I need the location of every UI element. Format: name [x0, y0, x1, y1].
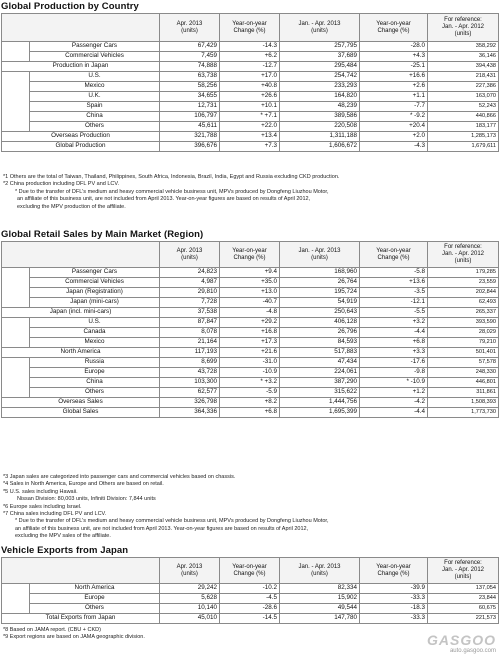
cell-ref-units: 179,285: [428, 268, 499, 278]
table-row: [2, 408, 499, 418]
row-label: North America: [2, 348, 160, 358]
header-apr-yoy: Year-on-year Change (%): [220, 242, 280, 268]
cell-ytd-yoy: +16.6: [360, 72, 428, 82]
cell-ytd-units: 1,444,756: [280, 398, 360, 408]
table-row: [2, 268, 499, 278]
row-indent: [2, 604, 30, 614]
cell-ytd-yoy: -3.5: [360, 288, 428, 298]
cell-ref-units: 248,330: [428, 368, 499, 378]
cell-apr-units: 62,577: [160, 388, 220, 398]
footnote: excluding the MPV production of the affiliate.: [17, 203, 126, 210]
cell-apr-units: 43,728: [160, 368, 220, 378]
header-ytd-yoy: Year-on-year Change (%): [360, 14, 428, 42]
table-row: [2, 142, 499, 152]
cell-apr-yoy: +13.0: [220, 288, 280, 298]
cell-apr-units: 58,256: [160, 82, 220, 92]
cell-apr-units: 8,699: [160, 358, 220, 368]
cell-apr-yoy: * +7.1: [220, 112, 280, 122]
cell-ytd-yoy: +3.2: [360, 318, 428, 328]
watermark: [427, 632, 496, 654]
cell-ytd-yoy: -33.3: [360, 614, 428, 624]
cell-ref-units: 265,337: [428, 308, 499, 318]
cell-ytd-yoy: -4.4: [360, 328, 428, 338]
row-indent: [2, 102, 30, 112]
cell-ytd-yoy: -7.7: [360, 102, 428, 112]
cell-ytd-units: 517,883: [280, 348, 360, 358]
row-indent: [2, 278, 30, 288]
cell-apr-yoy: * +3.2: [220, 378, 280, 388]
cell-ref-units: 36,146: [428, 52, 499, 62]
row-label: Spain: [30, 102, 160, 112]
header-ref: For reference: Jan. - Apr. 2012 (units): [428, 242, 499, 268]
cell-ytd-yoy: +4.3: [360, 52, 428, 62]
row-indent: [2, 298, 30, 308]
cell-ytd-units: 295,484: [280, 62, 360, 72]
cell-ytd-units: 164,820: [280, 92, 360, 102]
cell-ytd-units: 224,061: [280, 368, 360, 378]
cell-ytd-yoy: -18.3: [360, 604, 428, 614]
row-indent: [2, 318, 30, 328]
row-indent: [2, 368, 30, 378]
watermark-url: auto.gasgoo.com: [449, 648, 496, 654]
header-apr: Apr. 2013 (units): [160, 242, 220, 268]
cell-ref-units: 227,386: [428, 82, 499, 92]
cell-ytd-units: 195,724: [280, 288, 360, 298]
row-indent: [2, 358, 30, 368]
cell-ref-units: 394,438: [428, 62, 499, 72]
cell-apr-units: 63,738: [160, 72, 220, 82]
exports-table: [1, 557, 499, 624]
cell-apr-yoy: -12.7: [220, 62, 280, 72]
row-label: Japan (Registration): [30, 288, 160, 298]
table-row: [2, 318, 499, 328]
retail-title: Global Retail Sales by Main Market (Region): [1, 229, 204, 240]
header-blank: [2, 14, 160, 42]
cell-apr-units: 87,847: [160, 318, 220, 328]
cell-apr-units: 7,459: [160, 52, 220, 62]
row-label: Global Sales: [2, 408, 160, 418]
cell-ytd-units: 47,434: [280, 358, 360, 368]
table-row: [2, 112, 499, 122]
cell-apr-yoy: +6.2: [220, 52, 280, 62]
cell-ref-units: 202,844: [428, 288, 499, 298]
cell-ytd-units: 48,239: [280, 102, 360, 112]
cell-ref-units: 52,243: [428, 102, 499, 112]
footnote: *1 Others are the total of Taiwan, Thailand, Philippines, South Africa, Indonesia, Brazil, India, Egypt and Russia excluding CKD production.: [3, 174, 340, 180]
cell-apr-yoy: +26.6: [220, 92, 280, 102]
cell-ytd-yoy: +20.4: [360, 122, 428, 132]
production-table: [1, 13, 499, 152]
cell-ref-units: 218,431: [428, 72, 499, 82]
cell-ytd-units: 1,695,399: [280, 408, 360, 418]
cell-ref-units: 1,679,611: [428, 142, 499, 152]
table-row: [2, 52, 499, 62]
cell-apr-units: 4,987: [160, 278, 220, 288]
row-label: Passenger Cars: [30, 42, 160, 52]
header-ytd: Jan. - Apr. 2013 (units): [280, 558, 360, 584]
cell-apr-units: 8,078: [160, 328, 220, 338]
header-blank: [2, 558, 160, 584]
row-label: Passenger Cars: [30, 268, 160, 278]
cell-ref-units: 221,573: [428, 614, 499, 624]
cell-ytd-yoy: +1.2: [360, 388, 428, 398]
row-indent: [2, 584, 30, 594]
cell-ytd-units: 220,508: [280, 122, 360, 132]
row-indent: [2, 52, 30, 62]
cell-apr-yoy: +22.0: [220, 122, 280, 132]
row-indent: [2, 82, 30, 92]
cell-ref-units: 358,292: [428, 42, 499, 52]
header-ytd: Jan. - Apr. 2013 (units): [280, 242, 360, 268]
header-ytd-yoy: Year-on-year Change (%): [360, 242, 428, 268]
cell-ref-units: 163,070: [428, 92, 499, 102]
cell-apr-yoy: -14.3: [220, 42, 280, 52]
cell-ref-units: 62,493: [428, 298, 499, 308]
row-label: Canada: [30, 328, 160, 338]
cell-ref-units: 23,844: [428, 594, 499, 604]
exports-title: Vehicle Exports from Japan: [1, 545, 129, 556]
table-row: [2, 398, 499, 408]
table-row: [2, 604, 499, 614]
table-row: [2, 378, 499, 388]
cell-ytd-units: 26,796: [280, 328, 360, 338]
cell-apr-yoy: -4.8: [220, 308, 280, 318]
exports-notes: [3, 627, 497, 642]
row-label: Russia: [30, 358, 160, 368]
table-row: [2, 82, 499, 92]
footnote: *4 Sales in North America, Europe and Others are based on retail.: [3, 481, 164, 488]
cell-ref-units: 393,590: [428, 318, 499, 328]
cell-ytd-units: 389,586: [280, 112, 360, 122]
footnote: *9 Export regions are based on JAMA geographic division.: [3, 634, 145, 641]
cell-apr-units: 321,788: [160, 132, 220, 142]
cell-ytd-units: 54,919: [280, 298, 360, 308]
cell-ytd-yoy: -5.8: [360, 268, 428, 278]
table-row: [2, 62, 499, 72]
table-row: [2, 348, 499, 358]
row-label: Europe: [30, 368, 160, 378]
table-row: [2, 328, 499, 338]
cell-apr-units: 45,010: [160, 614, 220, 624]
cell-ref-units: 311,861: [428, 388, 499, 398]
cell-apr-units: 45,611: [160, 122, 220, 132]
footnote: *3 Japan sales are categorized into passenger cars and commercial vehicles based on chassis.: [3, 474, 236, 480]
cell-apr-units: 74,888: [160, 62, 220, 72]
footnote: *2 China production including DFL PV and LCV.: [3, 181, 120, 188]
table-row: [2, 594, 499, 604]
cell-apr-yoy: -31.0: [220, 358, 280, 368]
table-row: [2, 358, 499, 368]
cell-apr-units: 24,823: [160, 268, 220, 278]
row-label: U.K.: [30, 92, 160, 102]
cell-apr-yoy: +35.0: [220, 278, 280, 288]
footnote: * Due to the transfer of DFL's medium and heavy commercial vehicle business unit, MPVs produced by Dongfeng Liuzhou Motor,: [15, 518, 329, 525]
cell-ytd-units: 387,290: [280, 378, 360, 388]
row-indent: [2, 378, 30, 388]
cell-apr-units: 364,336: [160, 408, 220, 418]
cell-ytd-units: 37,689: [280, 52, 360, 62]
row-label: Global Production: [2, 142, 160, 152]
row-label: Overseas Production: [2, 132, 160, 142]
cell-apr-units: 7,728: [160, 298, 220, 308]
cell-apr-yoy: +21.6: [220, 348, 280, 358]
cell-ytd-yoy: -4.2: [360, 398, 428, 408]
cell-ref-units: 1,773,730: [428, 408, 499, 418]
cell-ytd-units: 168,960: [280, 268, 360, 278]
header-blank: [2, 242, 160, 268]
cell-apr-units: 29,242: [160, 584, 220, 594]
cell-apr-yoy: -28.6: [220, 604, 280, 614]
cell-ytd-units: 315,622: [280, 388, 360, 398]
cell-apr-units: 5,628: [160, 594, 220, 604]
cell-ytd-yoy: -12.1: [360, 298, 428, 308]
cell-apr-yoy: -10.9: [220, 368, 280, 378]
cell-ref-units: 1,285,173: [428, 132, 499, 142]
header-ref: For reference: Jan. - Apr. 2012 (units): [428, 14, 499, 42]
table-row: [2, 338, 499, 348]
cell-apr-units: 21,164: [160, 338, 220, 348]
row-indent: [2, 122, 30, 132]
row-label: Overseas Sales: [2, 398, 160, 408]
cell-apr-yoy: +10.1: [220, 102, 280, 112]
table-row: [2, 102, 499, 112]
header-apr: Apr. 2013 (units): [160, 558, 220, 584]
table-row: [2, 278, 499, 288]
cell-ref-units: 446,801: [428, 378, 499, 388]
row-label: Japan (incl. mini-cars): [2, 308, 160, 318]
watermark-logo: GASGOO: [426, 632, 496, 648]
table-row: [2, 388, 499, 398]
cell-ytd-yoy: -4.4: [360, 408, 428, 418]
cell-apr-yoy: +6.8: [220, 408, 280, 418]
header-apr: Apr. 2013 (units): [160, 14, 220, 42]
row-indent: [2, 594, 30, 604]
header-ytd: Jan. - Apr. 2013 (units): [280, 14, 360, 42]
cell-apr-yoy: +29.2: [220, 318, 280, 328]
row-label: China: [30, 112, 160, 122]
cell-apr-yoy: +9.4: [220, 268, 280, 278]
header-apr-yoy: Year-on-year Change (%): [220, 558, 280, 584]
cell-apr-yoy: +7.3: [220, 142, 280, 152]
cell-ytd-yoy: -39.9: [360, 584, 428, 594]
row-label: Total Exports from Japan: [2, 614, 160, 624]
cell-ref-units: 60,675: [428, 604, 499, 614]
cell-apr-units: 103,300: [160, 378, 220, 388]
cell-ytd-units: 84,593: [280, 338, 360, 348]
table-row: [2, 42, 499, 52]
retail-notes: [3, 474, 497, 541]
retail-table: [1, 241, 499, 418]
cell-ytd-yoy: +6.8: [360, 338, 428, 348]
production-title: Global Production by Country: [1, 1, 139, 12]
footnote: *8 Based on JAMA report. (CBU + CKD): [3, 627, 101, 633]
footnote: *5 U.S. sales including Hawaii.: [3, 488, 78, 495]
cell-ref-units: 57,578: [428, 358, 499, 368]
cell-apr-units: 106,797: [160, 112, 220, 122]
cell-apr-yoy: -14.5: [220, 614, 280, 624]
footnote: *7 China sales including DFL PV and LCV.: [3, 511, 107, 518]
row-label: Europe: [30, 594, 160, 604]
cell-ytd-yoy: -25.1: [360, 62, 428, 72]
cell-ref-units: 501,401: [428, 348, 499, 358]
table-row: [2, 614, 499, 624]
cell-ref-units: 183,177: [428, 122, 499, 132]
cell-ytd-units: 26,764: [280, 278, 360, 288]
cell-ytd-units: 49,544: [280, 604, 360, 614]
cell-ytd-units: 257,795: [280, 42, 360, 52]
cell-ytd-units: 406,128: [280, 318, 360, 328]
cell-ytd-yoy: -17.6: [360, 358, 428, 368]
cell-ref-units: 440,866: [428, 112, 499, 122]
table-row: [2, 92, 499, 102]
table-row: [2, 288, 499, 298]
cell-ytd-yoy: +2.0: [360, 132, 428, 142]
cell-ytd-yoy: +13.6: [360, 278, 428, 288]
row-indent: [2, 268, 30, 278]
cell-ytd-units: 254,742: [280, 72, 360, 82]
cell-ytd-units: 82,334: [280, 584, 360, 594]
row-label: Commercial Vehicles: [30, 52, 160, 62]
cell-apr-units: 326,798: [160, 398, 220, 408]
cell-apr-yoy: -40.7: [220, 298, 280, 308]
cell-apr-yoy: -10.2: [220, 584, 280, 594]
cell-apr-units: 34,655: [160, 92, 220, 102]
row-label: North America: [30, 584, 160, 594]
cell-apr-units: 29,810: [160, 288, 220, 298]
table-row: [2, 368, 499, 378]
cell-apr-units: 117,193: [160, 348, 220, 358]
cell-apr-yoy: +13.4: [220, 132, 280, 142]
row-label: Mexico: [30, 338, 160, 348]
row-label: U.S.: [30, 318, 160, 328]
cell-apr-yoy: +16.8: [220, 328, 280, 338]
header-ref: For reference: Jan. - Apr. 2012 (units): [428, 558, 499, 584]
cell-ytd-yoy: * -9.2: [360, 112, 428, 122]
cell-ytd-yoy: -5.5: [360, 308, 428, 318]
cell-ytd-units: 1,311,188: [280, 132, 360, 142]
row-label: Production in Japan: [2, 62, 160, 72]
cell-apr-yoy: +40.8: [220, 82, 280, 92]
cell-apr-units: 67,429: [160, 42, 220, 52]
cell-apr-units: 10,140: [160, 604, 220, 614]
production-notes: [3, 174, 497, 211]
cell-ytd-yoy: -33.3: [360, 594, 428, 604]
cell-ytd-yoy: -9.8: [360, 368, 428, 378]
row-label: Others: [30, 604, 160, 614]
footnote: *6 Europe sales including Israel.: [3, 503, 82, 510]
cell-apr-yoy: -4.5: [220, 594, 280, 604]
footnote: * Due to the transfer of DFL's medium and heavy commercial vehicle business unit, MPVs produced by Dongfeng Liuzhou Motor,: [15, 188, 329, 195]
row-label: Commercial Vehicles: [30, 278, 160, 288]
cell-ytd-yoy: +2.6: [360, 82, 428, 92]
footnote: Nissan Division: 80,003 units, Infiniti Division: 7,844 units: [17, 496, 156, 503]
cell-ref-units: 28,029: [428, 328, 499, 338]
header-ytd-yoy: Year-on-year Change (%): [360, 558, 428, 584]
footnote: an affiliate of this business unit, are not included from April 2013. Year-on-year figures are based on results of April 2012,: [17, 196, 311, 203]
row-label: Mexico: [30, 82, 160, 92]
table-row: [2, 122, 499, 132]
row-indent: [2, 92, 30, 102]
cell-ytd-units: 250,643: [280, 308, 360, 318]
table-row: [2, 72, 499, 82]
row-indent: [2, 388, 30, 398]
row-indent: [2, 42, 30, 52]
row-indent: [2, 338, 30, 348]
cell-apr-units: 12,731: [160, 102, 220, 112]
row-indent: [2, 328, 30, 338]
cell-ytd-yoy: +3.3: [360, 348, 428, 358]
cell-ref-units: 23,559: [428, 278, 499, 288]
row-label: U.S.: [30, 72, 160, 82]
cell-ytd-units: 15,902: [280, 594, 360, 604]
row-label: Others: [30, 388, 160, 398]
cell-apr-units: 396,676: [160, 142, 220, 152]
cell-ytd-yoy: -28.0: [360, 42, 428, 52]
header-apr-yoy: Year-on-year Change (%): [220, 14, 280, 42]
cell-ref-units: 79,210: [428, 338, 499, 348]
cell-ytd-yoy: +1.1: [360, 92, 428, 102]
footnote: excluding the MPV sales of the affiliate.: [15, 533, 111, 540]
cell-ytd-yoy: * -10.9: [360, 378, 428, 388]
cell-apr-yoy: +17.3: [220, 338, 280, 348]
cell-apr-yoy: +8.2: [220, 398, 280, 408]
cell-ref-units: 137,054: [428, 584, 499, 594]
table-row: [2, 298, 499, 308]
row-label: China: [30, 378, 160, 388]
cell-apr-units: 37,538: [160, 308, 220, 318]
table-row: [2, 132, 499, 142]
row-label: Japan (mini-cars): [30, 298, 160, 308]
table-row: [2, 584, 499, 594]
cell-apr-yoy: +17.0: [220, 72, 280, 82]
footnote: an affiliate of this business unit, are not included from April 2013. Year-on-year figures are based on results of April 2012,: [15, 525, 309, 532]
row-indent: [2, 72, 30, 82]
cell-apr-yoy: -5.9: [220, 388, 280, 398]
cell-ref-units: 1,508,393: [428, 398, 499, 408]
cell-ytd-units: 147,780: [280, 614, 360, 624]
table-row: [2, 308, 499, 318]
cell-ytd-units: 1,606,672: [280, 142, 360, 152]
cell-ytd-yoy: -4.3: [360, 142, 428, 152]
row-label: Others: [30, 122, 160, 132]
row-indent: [2, 288, 30, 298]
cell-ytd-units: 233,293: [280, 82, 360, 92]
row-indent: [2, 112, 30, 122]
